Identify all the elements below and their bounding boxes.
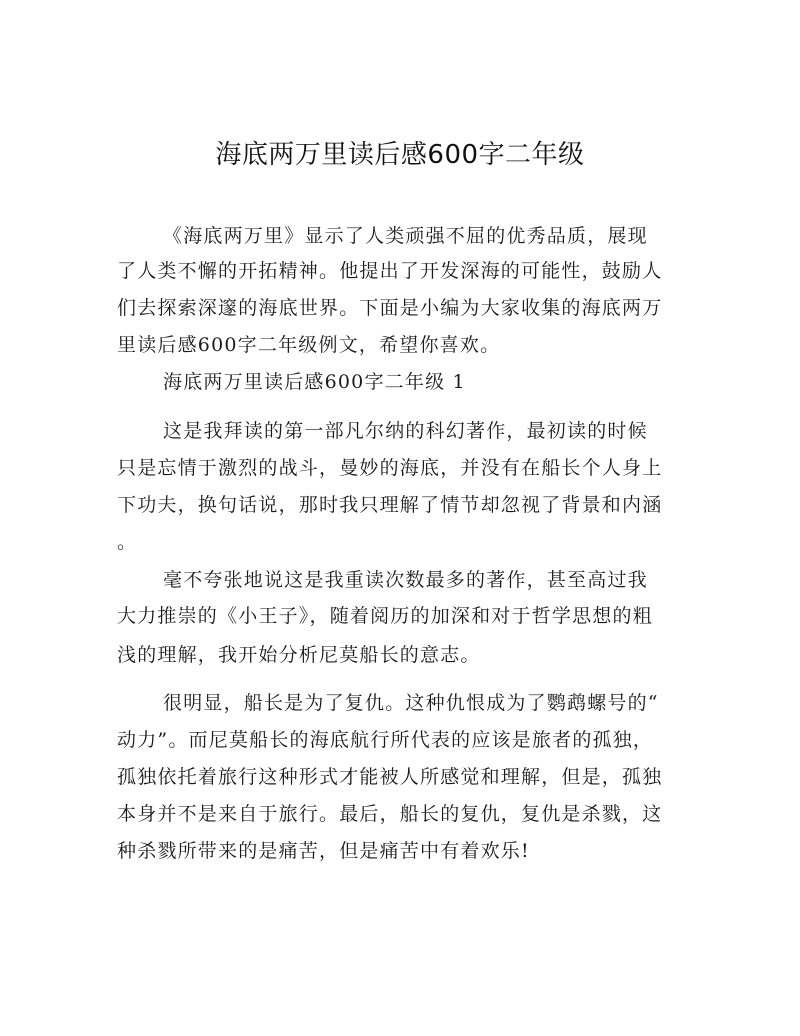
paragraph-line: 毫不夸张地说这是我重读次数最多的著作，甚至高过我 [163, 569, 648, 591]
paragraph-line: 大力推崇的《小王子》，随着阅历的加深和对于哲学思想的粗 [117, 605, 653, 627]
paragraph-line: 本身并不是来自于旅行。最后，船长的复仇，复仇是杀戮，这 [117, 803, 663, 825]
paragraph-line: 下功夫，换句话说，那时我只理解了情节却忽视了背景和内涵 [117, 494, 663, 516]
paragraph-line: 里读后感600字二年级例文，希望你喜欢。 [117, 334, 501, 356]
paragraph-line: 只是忘情于激烈的战斗，曼妙的海底，并没有在船长个人身上 [117, 457, 663, 479]
paragraph-line: 动力”。而尼莫船长的海底航行所代表的应该是旅者的孤独， [117, 729, 654, 751]
paragraph-line: 浅的理解，我开始分析尼莫船长的意志。 [117, 644, 481, 666]
paragraph-line: 《海底两万里》显示了人类顽强不屈的优秀品质，展现 [163, 225, 648, 247]
paragraph-line: 孤独依托着旅行这种形式才能被人所感觉和理解，但是，孤独 [117, 766, 663, 788]
section-heading: 海底两万里读后感600字二年级 1 [163, 371, 466, 393]
paragraph-line: 这是我拜读的第一部凡尔纳的科幻著作，最初读的时候 [163, 420, 648, 442]
paragraph-line: 种杀戮所带来的是痛苦，但是痛苦中有着欢乐! [117, 840, 530, 862]
paragraph-line: 们去探索深邃的海底世界。下面是小编为大家收集的海底两万 [117, 297, 663, 319]
paragraph-line: 。 [117, 531, 138, 553]
paragraph-line: 了人类不懈的开拓精神。他提出了开发深海的可能性，鼓励人 [117, 260, 663, 282]
document-title: 海底两万里读后感600字二年级 [215, 140, 585, 170]
paragraph-line: 很明显，船长是为了复仇。这种仇恨成为了鹦鹉螺号的“ [163, 692, 659, 714]
